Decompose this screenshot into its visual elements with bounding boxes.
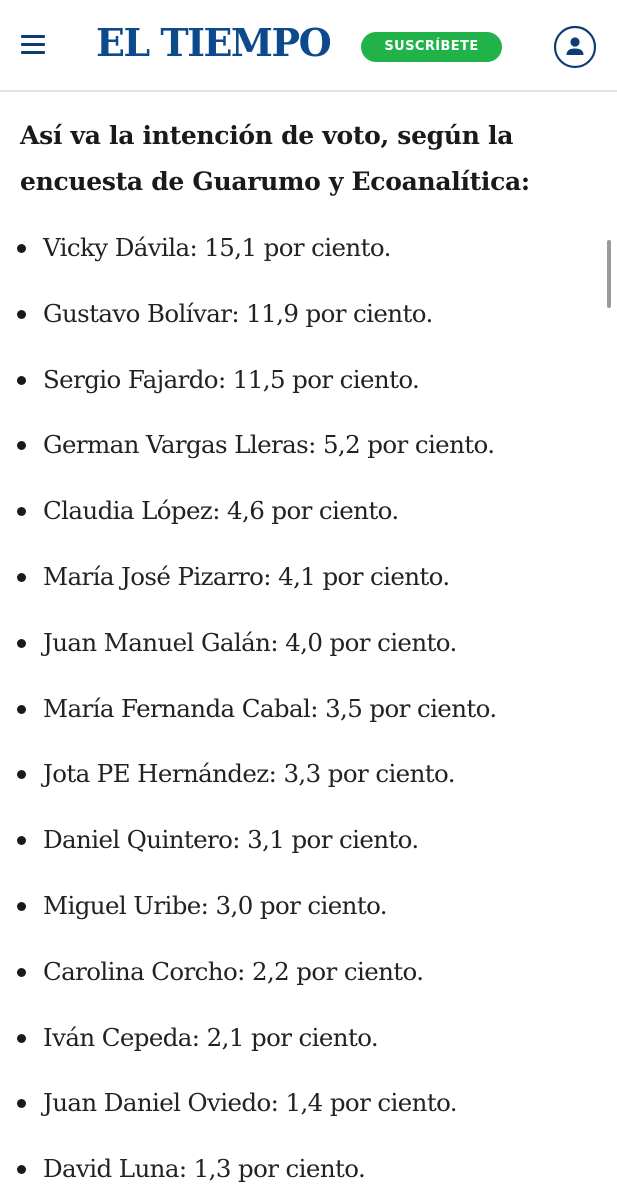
poll-item-text: Miguel Uribe: 3,0 por ciento. (43, 890, 387, 920)
list-item (0, 283, 590, 349)
poll-item-text: Jota PE Hernández: 3,3 por ciento. (43, 759, 455, 789)
bullet-icon (17, 1165, 26, 1174)
bullet-icon (17, 244, 26, 253)
bullet-icon (17, 836, 26, 845)
list-item (0, 414, 590, 480)
list-item (0, 217, 590, 283)
list-item (0, 612, 590, 678)
poll-item-text: David Luna: 1,3 por ciento. (43, 1154, 366, 1184)
poll-item-text: María José Pizarro: 4,1 por ciento. (43, 561, 450, 591)
bullet-icon (17, 1034, 26, 1043)
list-item (0, 349, 590, 415)
bullet-icon (17, 902, 26, 911)
hamburger-menu-icon[interactable] (19, 33, 47, 57)
bullet-icon (17, 770, 26, 779)
poll-item-text: Daniel Quintero: 3,1 por ciento. (43, 825, 419, 855)
list-item (0, 480, 590, 546)
list-item (0, 743, 590, 809)
bullet-icon (17, 1099, 26, 1108)
poll-item-text: Claudia López: 4,6 por ciento. (43, 496, 399, 526)
poll-item-text: Carolina Corcho: 2,2 por ciento. (43, 956, 424, 986)
user-account-icon[interactable] (553, 25, 597, 69)
bullet-icon (17, 310, 26, 319)
list-item (0, 546, 590, 612)
poll-item-text: Gustavo Bolívar: 11,9 por ciento. (43, 298, 433, 328)
poll-item-text: Iván Cepeda: 2,1 por ciento. (43, 1022, 379, 1052)
poll-item-text: María Fernanda Cabal: 3,5 por ciento. (43, 693, 497, 723)
list-item (0, 809, 590, 875)
list-item (0, 1007, 590, 1073)
list-item (0, 678, 590, 744)
list-item (0, 875, 590, 941)
scrollbar-thumb[interactable] (607, 240, 611, 308)
poll-item-text: German Vargas Lleras: 5,2 por ciento. (43, 430, 495, 460)
site-logo[interactable]: EL TIEMPO (96, 20, 331, 65)
list-item (0, 1138, 590, 1204)
bullet-icon (17, 441, 26, 450)
subscribe-button[interactable]: SUSCRÍBETE (361, 32, 502, 62)
article-subheading: Así va la intención de voto, según la encuesta de Guarumo y Ecoanalítica: (20, 121, 530, 196)
list-item (0, 941, 590, 1007)
bullet-icon (17, 376, 26, 385)
poll-item-text: Juan Daniel Oviedo: 1,4 por ciento. (43, 1088, 457, 1118)
bullet-icon (17, 507, 26, 516)
bullet-icon (17, 639, 26, 648)
bullet-icon (17, 573, 26, 582)
poll-item-text: Juan Manuel Galán: 4,0 por ciento. (43, 627, 457, 657)
poll-results-list (0, 217, 590, 1204)
poll-item-text: Vicky Dávila: 15,1 por ciento. (43, 233, 391, 262)
bullet-icon (17, 705, 26, 714)
poll-item-text: Sergio Fajardo: 11,5 por ciento. (43, 364, 420, 394)
site-header (0, 0, 617, 92)
bullet-icon (17, 968, 26, 977)
list-item (0, 1072, 590, 1138)
